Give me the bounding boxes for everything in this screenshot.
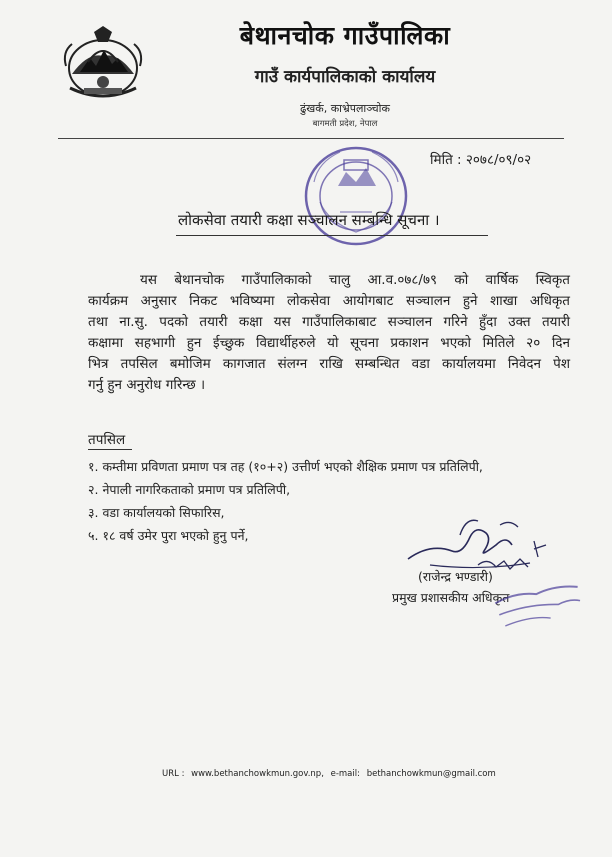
- footer-email-link[interactable]: bethanchowkmun@gmail.com: [366, 769, 496, 779]
- footer-url-link[interactable]: www.bethanchowkmun.gov.np,: [191, 769, 324, 779]
- signer-title: प्रमुख प्रशासकीय अधिकृत: [392, 590, 510, 605]
- footer-email-label: e-mail:: [330, 769, 360, 779]
- body-line: गर्नु हुन अनुरोध गरिन्छ ।: [88, 377, 206, 393]
- details-heading-underline: [88, 449, 132, 450]
- officer-stamp-icon: [488, 574, 588, 634]
- notice-body: [88, 270, 570, 396]
- body-line: कार्यक्रम अनुसार निकट भविष्यमा लोकसेवा आयोगबाट सञ्चालन हुने शाखा अधिकृत: [88, 293, 570, 309]
- subject-underline: [176, 235, 488, 236]
- list-item: ३. वडा कार्यालयको सिफारिस,: [88, 505, 225, 520]
- footer-url-label: URL :: [162, 769, 185, 779]
- office-province: बागमती प्रदेश, नेपाल: [312, 119, 378, 129]
- list-item: २. नेपाली नागरिकताको प्रमाण पत्र प्रतिलिपी,: [88, 482, 291, 497]
- nepal-emblem-icon: [58, 22, 148, 102]
- body-line: यस बेथानचोक गाउँपालिकाको चालु आ.व.०७८/७९ को वार्षिक स्विकृत: [140, 272, 570, 288]
- office-address: ढुंखर्क, काभ्रेपलाञ्चोक: [300, 102, 390, 115]
- body-line: तथा ना.सु. पदको तयारी कक्षा यस गाउँपालिकाबाट सञ्चालन गरिने हुँदा उक्त तयारी: [88, 314, 570, 330]
- notice-date: मिति : २०७८/०९/०२: [430, 152, 532, 168]
- list-item: १. कम्तीमा प्रविणता प्रमाण पत्र तह (१०+२) उत्तीर्ण भएको शैक्षिक प्रमाण पत्र प्रतिलिपी,: [88, 459, 483, 474]
- office-name: गाउँ कार्यपालिकाको कार्यालय: [254, 67, 436, 87]
- list-item: ५. १८ वर्ष उमेर पुरा भएको हुनु पर्ने,: [88, 528, 249, 543]
- office-stamp-icon: [300, 142, 412, 250]
- notice-subject: लोकसेवा तयारी कक्षा सञ्चालन सम्बन्धि सूचना ।: [178, 211, 440, 229]
- body-line: कक्षामा सहभागी हुन ईच्छुक विद्यार्थीहरुले यो सूचना प्रकाशन भएको मितिले २० दिन: [88, 335, 570, 351]
- signer-name: (राजेन्द्र भण्डारी): [418, 569, 493, 584]
- footer-contact: [162, 769, 500, 779]
- header-divider: [58, 138, 564, 139]
- details-heading: तपसिल: [88, 432, 126, 448]
- body-line: भित्र तपसिल बमोजिम कागजात संलग्न राखि सम्बन्धित वडा कार्यालयमा निवेदन पेश: [88, 356, 570, 372]
- municipality-name: बेथानचोक गाउँपालिका: [239, 21, 451, 50]
